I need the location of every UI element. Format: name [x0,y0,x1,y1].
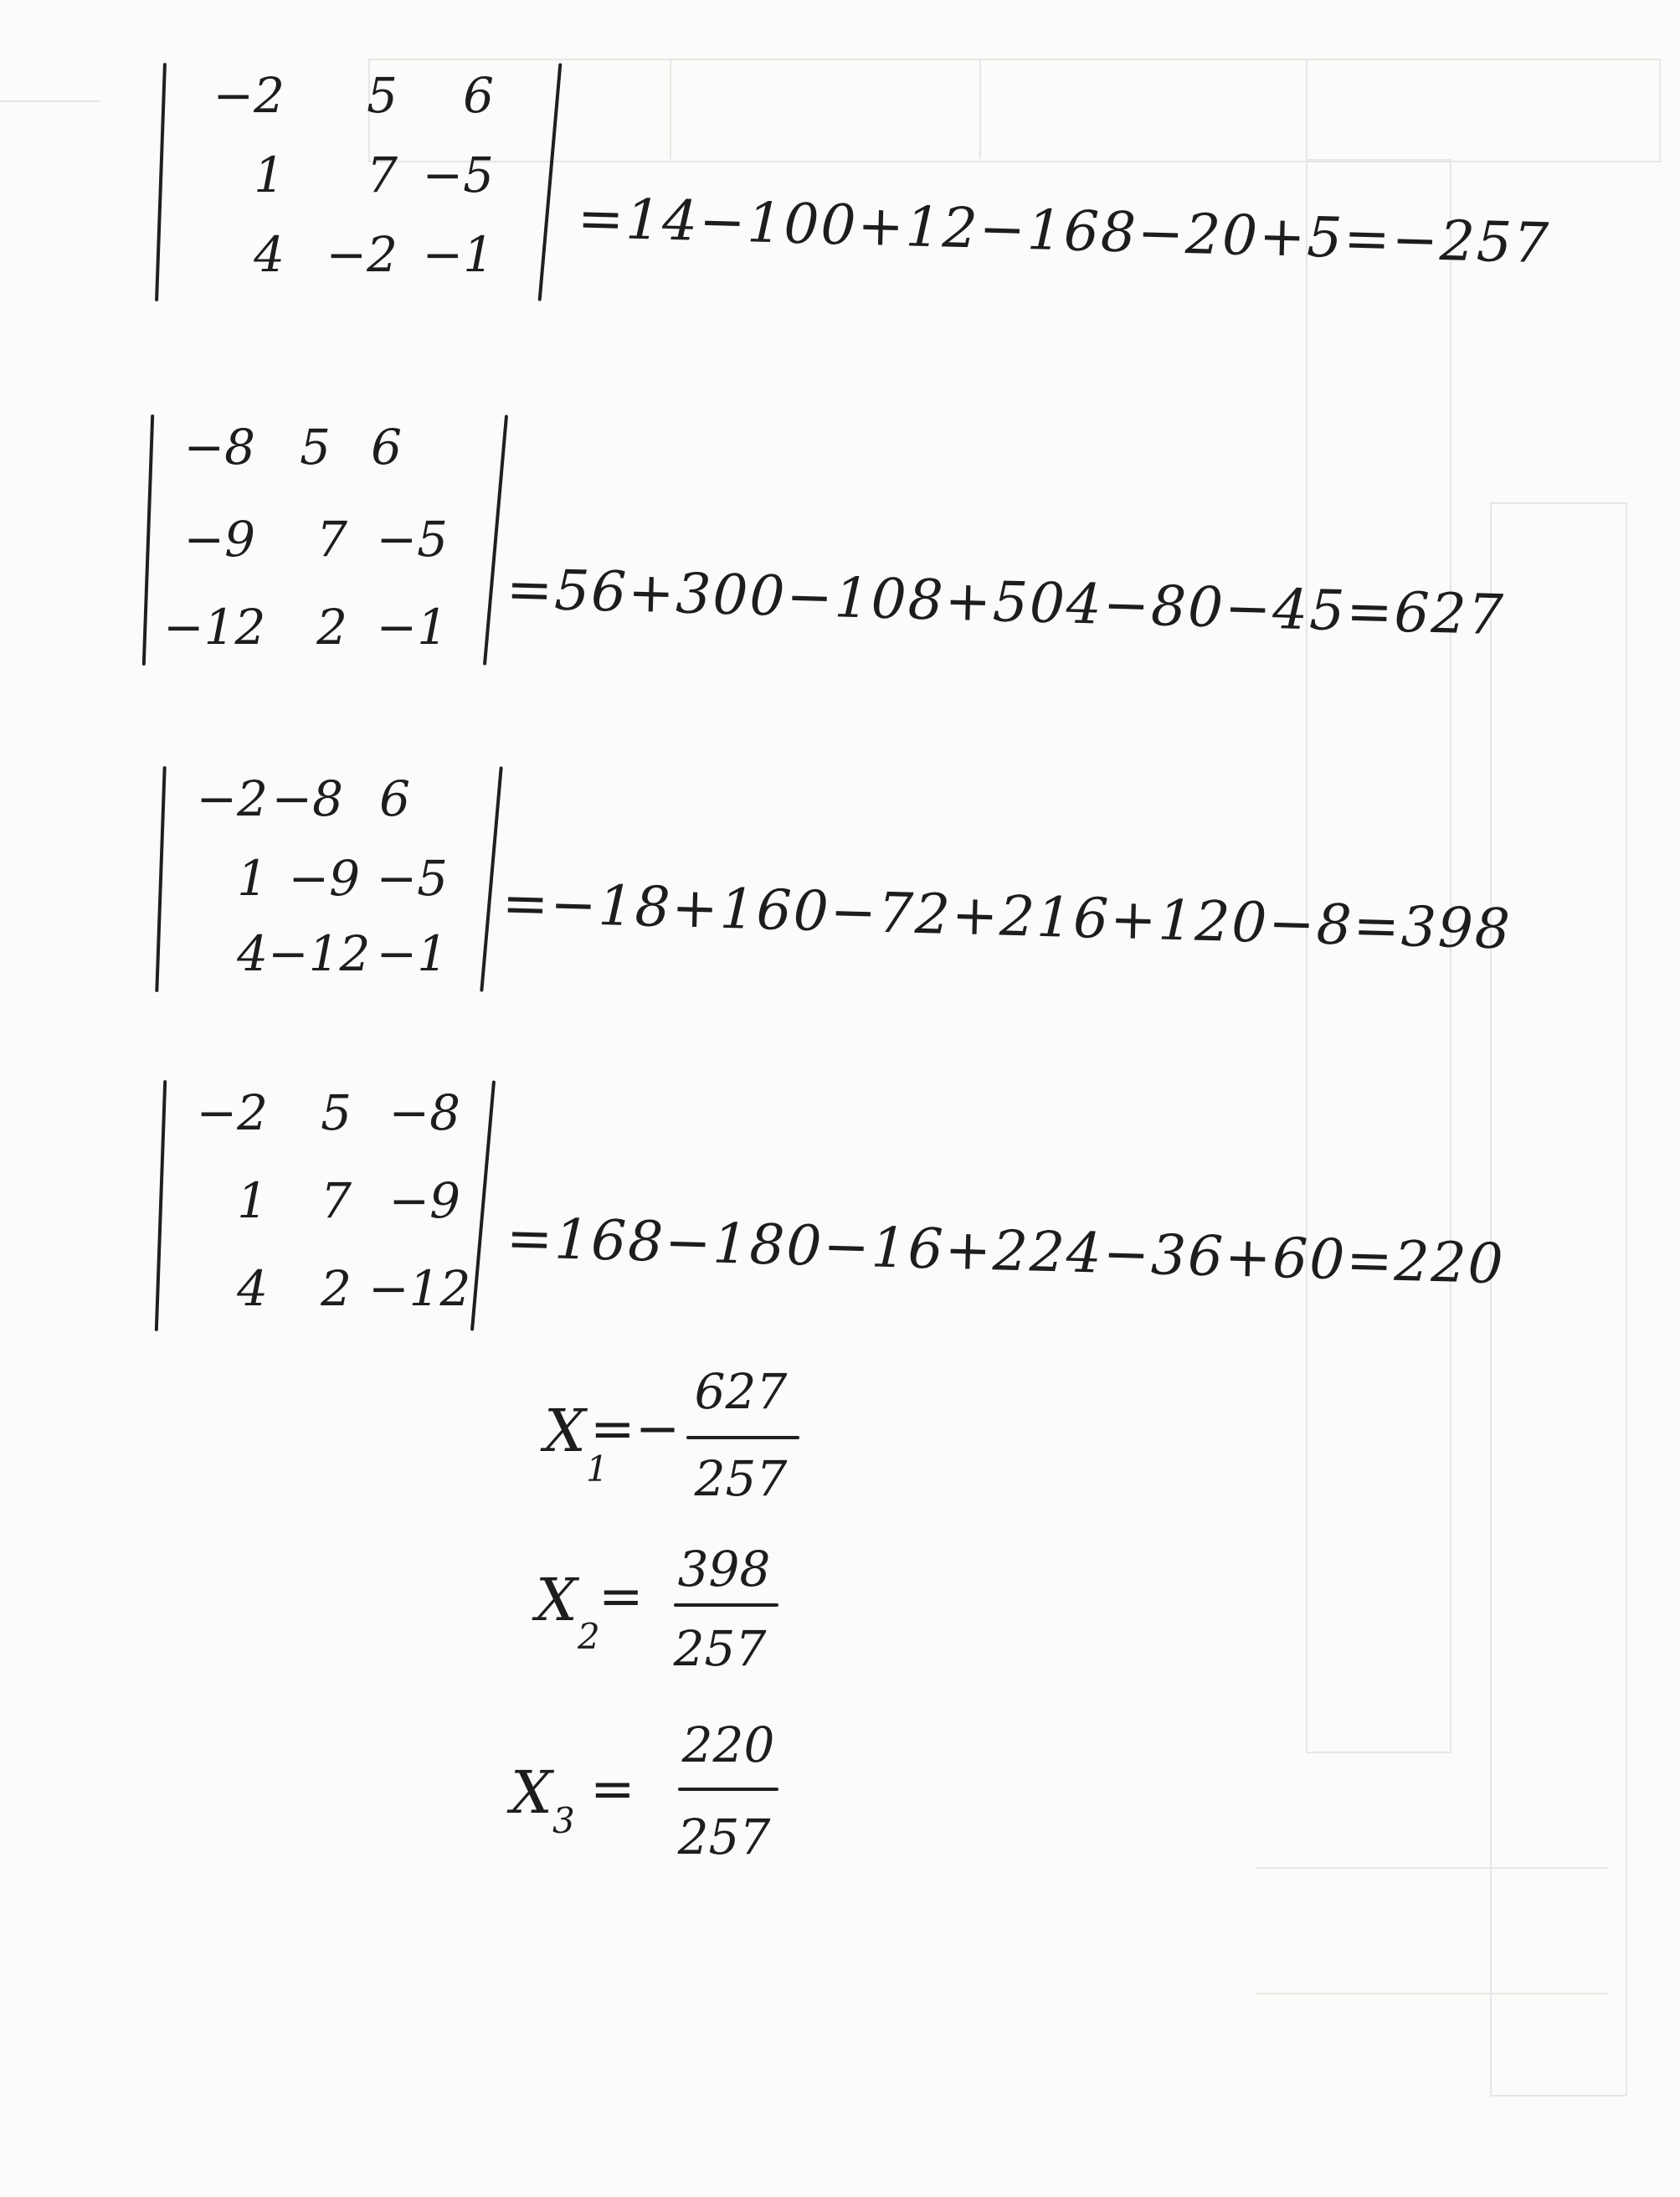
matrix-cell: 2 [316,599,347,656]
variable-name: X [511,1758,552,1827]
solution-x1 [544,1356,845,1507]
matrix-cell: −2 [196,1084,268,1141]
ghost-line [1256,1993,1607,1994]
determinant-delta-x3 [159,1084,486,1331]
denominator: 257 [673,1620,767,1677]
determinant-bar-right [470,1080,496,1330]
fraction-bar [686,1436,799,1439]
variable-subscript: 3 [552,1800,575,1841]
matrix-cell: 5 [321,1084,352,1141]
fraction-bar [674,1603,778,1607]
matrix-cell: 1 [254,147,285,203]
ghost-line [670,59,671,159]
matrix-cell: −2 [196,770,268,827]
determinant-bar-right [480,766,503,991]
determinant-bar-right [538,63,563,301]
variable-subscript: 2 [578,1616,600,1657]
matrix-cell: 4 [254,226,285,283]
matrix-cell: −2 [213,67,285,124]
matrix-cell: 5 [367,67,398,124]
numerator: 220 [681,1716,775,1773]
matrix-cell: 6 [463,67,494,124]
matrix-cell: −12 [163,599,266,656]
matrix-cell: −9 [288,850,360,907]
matrix-cell: −8 [183,419,255,476]
matrix-cell: 6 [371,419,402,476]
expansion-delta-x1: =56+300−108+504−80−45=627 [505,557,1506,648]
denominator: 257 [677,1809,771,1865]
solution-x2 [536,1541,837,1683]
matrix-cell: −12 [268,925,371,982]
determinant-bar-left [142,414,154,666]
matrix-cell: −9 [388,1172,460,1229]
matrix-cell: −8 [388,1084,460,1141]
matrix-cell: 7 [316,511,347,568]
matrix-cell: −5 [376,511,448,568]
matrix-cell: −9 [183,511,255,568]
ghost-line [1256,1867,1607,1869]
numerator: 398 [677,1541,771,1598]
equals-sign: = [599,1566,644,1628]
determinant-delta-x2 [159,770,494,992]
matrix-cell: 7 [367,147,398,203]
determinant-bar-left [155,63,167,301]
matrix-cell: 6 [379,770,410,827]
determinant-delta-x1 [146,419,498,666]
matrix-cell: 1 [237,850,268,907]
determinant-bar-left [155,1080,167,1331]
expansion-delta-x3: =168−180−16+224−36+60=220 [505,1206,1506,1297]
matrix-cell: −5 [422,147,494,203]
matrix-cell: 7 [321,1172,352,1229]
matrix-cell: 1 [237,1172,268,1229]
matrix-cell: −2 [326,226,398,283]
matrix-cell: −1 [376,599,448,656]
matrix-cell: −5 [376,850,448,907]
matrix-cell: −1 [422,226,494,283]
matrix-cell: 2 [321,1260,352,1317]
matrix-cell: 4 [237,925,268,982]
matrix-cell: −8 [271,770,343,827]
solution-x3 [511,1716,829,1875]
matrix-cell: 5 [300,419,331,476]
determinant-bar-right [483,414,508,665]
expansion-delta: =14−100+12−168−20+5=−257 [576,186,1551,276]
matrix-cell: −12 [368,1260,471,1317]
matrix-cell: 4 [237,1260,268,1317]
denominator: 257 [694,1450,788,1507]
variable-subscript: 1 [586,1448,609,1490]
ghost-line [1306,59,1308,159]
variable-name: X [536,1566,578,1634]
fraction-bar [678,1788,778,1791]
matrix-cell: −1 [376,925,448,982]
expansion-delta-x2: =−18+160−72+216+120−8=398 [501,871,1513,962]
equals-sign: = [590,1758,635,1820]
ghost-table-header [368,59,1661,162]
numerator: 627 [694,1363,788,1420]
variable-name: X [544,1397,586,1465]
ghost-line [0,100,100,102]
determinant-bar-left [155,766,166,992]
ghost-column [1490,502,1627,2097]
ghost-line [979,59,981,159]
determinant-delta [159,67,552,306]
equals-sign: =− [590,1398,681,1460]
